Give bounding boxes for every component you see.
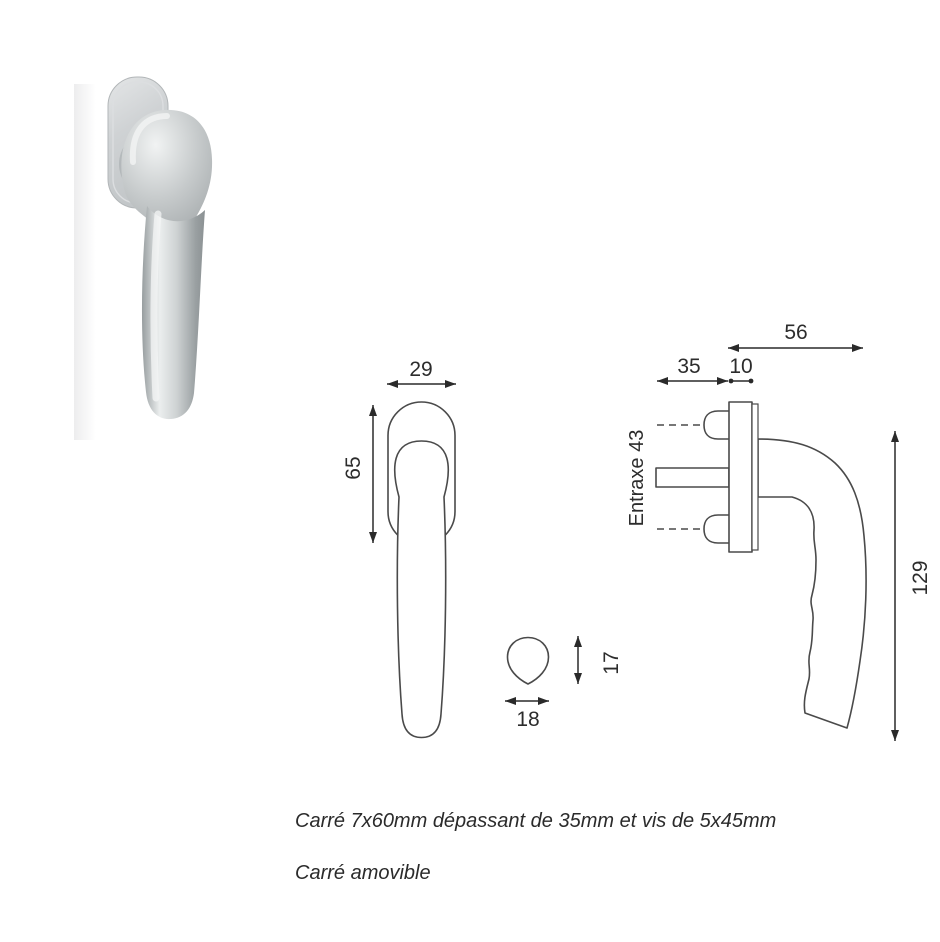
product-photo [74, 77, 212, 440]
dim-side-plate-label: 10 [729, 355, 753, 378]
dim-side-depth-label: 56 [784, 321, 808, 344]
side-handle-outline [758, 439, 866, 728]
dim-side-spindle-label: 35 [677, 355, 701, 378]
photo-background-edge [74, 84, 96, 440]
photo-handle-knob [121, 110, 212, 227]
section-view-drawing [505, 636, 623, 731]
dim-front-height-label: 65 [342, 456, 365, 480]
dim-section-height [578, 636, 623, 684]
front-handle-outline [395, 441, 449, 738]
dim-section-height-label: 17 [600, 651, 623, 675]
caption-square-spec: Carré 7x60mm dépassant de 35mm et vis de 5x45mm [295, 810, 777, 832]
dim-side-length [895, 431, 932, 741]
caption-removable-square: Carré amovible [295, 862, 431, 884]
dim-side-depth [728, 321, 863, 348]
side-plate-face [752, 404, 758, 550]
dim-front-width-label: 29 [409, 358, 433, 381]
grip-section-outline [508, 638, 549, 685]
dim-side-length-label: 129 [909, 560, 932, 596]
screw-boss-top [704, 411, 729, 439]
screw-boss-bottom [704, 515, 729, 543]
dim-side-spindle [657, 355, 728, 381]
dim-screw-spacing-label: Entraxe 43 [626, 429, 648, 527]
spindle-outline [656, 468, 729, 487]
front-view-drawing [342, 358, 456, 738]
dim-section-width-label: 18 [516, 708, 540, 731]
side-view-drawing [626, 321, 932, 741]
dim-front-height [342, 405, 373, 543]
dim-front-width [387, 358, 456, 384]
dim-section-width [505, 701, 549, 731]
dim-side-plate [729, 355, 754, 383]
side-plate-outline [729, 402, 752, 552]
